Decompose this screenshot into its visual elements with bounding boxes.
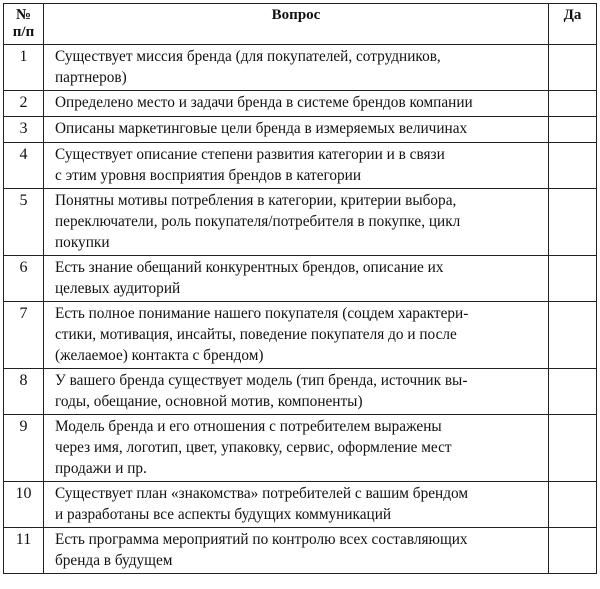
question-text-line: бренда в будущем — [55, 552, 173, 569]
question-text-line: Понятны мотивы потребления в категории, критерии выбора, — [55, 192, 457, 209]
question-text-line: Определено место и задачи бренда в системе брендов компании — [55, 94, 473, 111]
question-text-line: Существует описание степени развития категории и в связи — [55, 146, 445, 163]
row-number: 5 — [4, 189, 44, 256]
header-row — [4, 4, 597, 45]
row-number: 11 — [4, 528, 44, 574]
header-number — [4, 4, 44, 45]
row-number: 10 — [4, 482, 44, 528]
yes-answer-cell[interactable] — [549, 189, 597, 256]
question-text-line: годы, обещание, основной мотив, компоненты) — [55, 393, 363, 410]
table-row — [4, 91, 597, 117]
yes-answer-cell[interactable] — [549, 302, 597, 369]
question-text-line: целевых аудиторий — [55, 280, 181, 297]
question-cell — [44, 91, 549, 117]
yes-answer-cell[interactable] — [549, 528, 597, 574]
yes-answer-cell[interactable] — [549, 91, 597, 117]
question-text-line: через имя, логотип, цвет, упаковку, сервис, оформление мест — [55, 439, 452, 456]
question-cell — [44, 117, 549, 143]
row-number: 4 — [4, 143, 44, 189]
table-row — [4, 528, 597, 574]
header-question: Вопрос — [44, 4, 549, 45]
question-cell — [44, 482, 549, 528]
question-text-line: партнеров) — [55, 69, 127, 86]
table-row — [4, 143, 597, 189]
yes-answer-cell[interactable] — [549, 415, 597, 482]
question-text-line: Описаны маркетинговые цели бренда в измеряемых величинах — [55, 120, 468, 137]
yes-answer-cell[interactable] — [549, 369, 597, 415]
question-text-line: Есть полное понимание нашего покупателя (соцдем характери- — [55, 305, 469, 322]
question-text-line: Существует миссия бренда (для покупателей, сотрудников, — [55, 48, 441, 65]
row-number: 6 — [4, 256, 44, 302]
question-text-line: и разработаны все аспекты будущих коммуникаций — [55, 506, 392, 523]
yes-answer-cell[interactable] — [549, 482, 597, 528]
question-cell — [44, 45, 549, 91]
table-row — [4, 45, 597, 91]
row-number: 7 — [4, 302, 44, 369]
header-number-symbol: № — [15, 7, 32, 23]
question-text-line: продажи и пр. — [55, 460, 147, 477]
table-body — [4, 45, 597, 574]
yes-answer-cell[interactable] — [549, 143, 597, 189]
question-text-line: стики, мотивация, инсайты, поведение покупателя до и после — [55, 326, 457, 343]
yes-answer-cell[interactable] — [549, 256, 597, 302]
header-number-abbr: п/п — [12, 24, 35, 40]
header-yes: Да — [549, 4, 597, 45]
row-number: 9 — [4, 415, 44, 482]
question-text-line: покупки — [55, 234, 110, 251]
question-text-line: У вашего бренда существует модель (тип бренда, источник вы- — [55, 372, 468, 389]
question-text-line: Существует план «знакомства» потребителей с вашим брендом — [55, 485, 469, 502]
question-text-line: Есть знание обещаний конкурентных брендов, описание их — [55, 259, 444, 276]
table-row — [4, 302, 597, 369]
question-cell — [44, 256, 549, 302]
table-row — [4, 369, 597, 415]
question-cell — [44, 415, 549, 482]
question-cell — [44, 143, 549, 189]
brand-checklist-table — [3, 3, 597, 574]
row-number: 8 — [4, 369, 44, 415]
question-cell — [44, 189, 549, 256]
question-text-line: Есть программа мероприятий по контролю всех составляющих — [55, 531, 468, 548]
question-text-line: с этим уровня восприятия брендов в категории — [55, 167, 362, 184]
table-row — [4, 482, 597, 528]
question-text-line: Модель бренда и его отношения с потребителем выражены — [55, 418, 442, 435]
row-number: 1 — [4, 45, 44, 91]
yes-answer-cell[interactable] — [549, 117, 597, 143]
table-row — [4, 117, 597, 143]
question-text-line: переключатели, роль покупателя/потребителя в покупке, цикл — [55, 213, 461, 230]
question-cell — [44, 302, 549, 369]
yes-answer-cell[interactable] — [549, 45, 597, 91]
table-row — [4, 189, 597, 256]
table-row — [4, 415, 597, 482]
row-number: 3 — [4, 117, 44, 143]
table-row — [4, 256, 597, 302]
question-cell — [44, 369, 549, 415]
row-number: 2 — [4, 91, 44, 117]
question-cell — [44, 528, 549, 574]
question-text-line: (желаемое) контакта с брендом) — [55, 347, 264, 364]
